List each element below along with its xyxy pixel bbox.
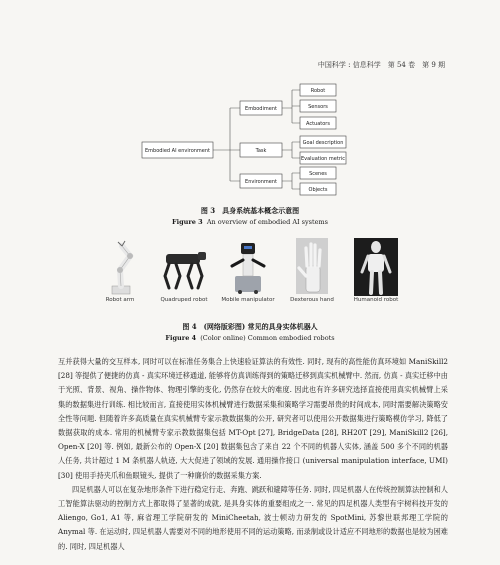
figure3-caption-en [0,218,500,226]
quadruped-robot-panel [154,238,214,304]
figure3-caption-label: Figure 3 [172,218,203,226]
figure4-caption-en [0,334,500,342]
node-environment-label: Environment [245,179,277,185]
node-objects-label: Objects [308,187,328,193]
connector [282,142,300,158]
robot-label: Humanoid robot [353,297,399,303]
humanoid-robot-image [346,238,406,296]
humanoid-robot-panel [346,238,406,304]
robot-label: Dexterous hand [290,297,334,303]
node-embodiment-label: Embodiment [245,106,277,112]
figure4-caption-label: Figure 4 [165,334,197,342]
body-text [58,355,448,554]
running-head: 中国科学 : 信息科学 第 54 卷 第 9 期 [317,61,445,69]
figure3-diagram [140,78,360,203]
node-center-label: Embodied AI environment [145,148,210,154]
connector [282,173,300,189]
figure3-caption-cn: 图 3 具身系统基本概念示意图 [200,206,300,215]
node-goal-label: Goal description [302,140,344,146]
figure4-caption-cn: 图 4 (网络版彩图) 常见的具身实体机器人 [182,322,318,331]
node-actuators-label: Actuators [306,121,330,127]
connector [213,108,240,181]
mobile-manipulator-image [218,238,278,296]
robot-label: Quadruped robot [160,297,208,303]
quadruped-robot-image [154,238,214,296]
figure4-robot-strip [90,238,410,316]
paragraph: 四足机器人可以在复杂地形条件下进行稳定行走、奔跑、跳跃和避障等任务. 同时, 四足机器人在传统控制算法控制和人工智能算法驱动的控制方式上都取得了显著的成就, 是具身实体的重要组成之一. 常见的四足机器人类型有宇树科技开发的 Aliengo, Go1, A1 等, 麻省理工学院研发的 MiniCheetah, 波士顿动力研发的 SpotMini, 苏黎世联邦理工学院的 Anymal 等. 在运动时, 四足机器人需要对不同的地形使用不同的运动策略, 而录制或设计适应不同地形的数据也是较为困难的. 同时, 四足机器人 [58,484,448,551]
figure3-caption-text: An overview of embodied AI systems [206,218,328,226]
node-sensors-label: Sensors [308,104,328,110]
mobile-manipulator-panel [218,238,278,304]
dexterous-hand-panel [282,238,342,304]
node-task-label: Task [255,148,267,154]
node-robot-label: Robot [310,88,326,94]
robot-label: Mobile manipulator [221,297,275,303]
node-metric-label: Evaluation metric [300,156,346,162]
robot-arm-panel [90,238,150,304]
dexterous-hand-image [282,238,342,296]
robot-arm-image [90,238,150,296]
paragraph: 互并获得大量的交互样本, 同时可以在标准任务集合上快速验证算法的有效性. 同时, 现有的高性能仿真环境如 ManiSkill2 [28] 等提供了便捷的仿真 - 真实环境迁移通道, 能够将仿真训练得到的策略迁移到真实机械臂中. 然而, 仿真 - 真实迁移中由于光照、背景、视角、操作物体、物理引擎的变化, 仍然存在较大的难度. 因此也有许多研究选择直接使用真实机械臂上采集的数据集进行训练. 相比较而言, 直接使用实体机械臂进行数据采集和策略学习需要昂贵的时间成本, 同时需要解决策略安全性等问题. 但随着许多高质量在真实机械臂专家示教数据集的公开, 研究者可以使用公开数据集进行策略模仿学习, 降低了数据获取的成本. 常用的机械臂专家示教数据集包括 MT-Opt [27], BridgeData [28], RH20T [29], ManiSkill2 [26], Open-X [20] 等. 例如, 最新公布的 Open-X [20] 数据集包含了来自 22 个不同的机器人实体, 涵盖 500 多个不同的机器人任务, 共计超过 1 M 条机器人轨迹, 大大促进了领域的发展. 通用操作接口 (universal manipulation interface, UMI) [30] 使用手持夹爪和鱼眼镜头, 提供了一种廉价的数据采集方案. [58,357,448,480]
node-scenes-label: Scenes [309,171,327,177]
robot-label: Robot arm [105,297,135,303]
figure4-caption-text: (Color online) Common embodied robots [200,334,335,342]
connector [282,90,300,123]
